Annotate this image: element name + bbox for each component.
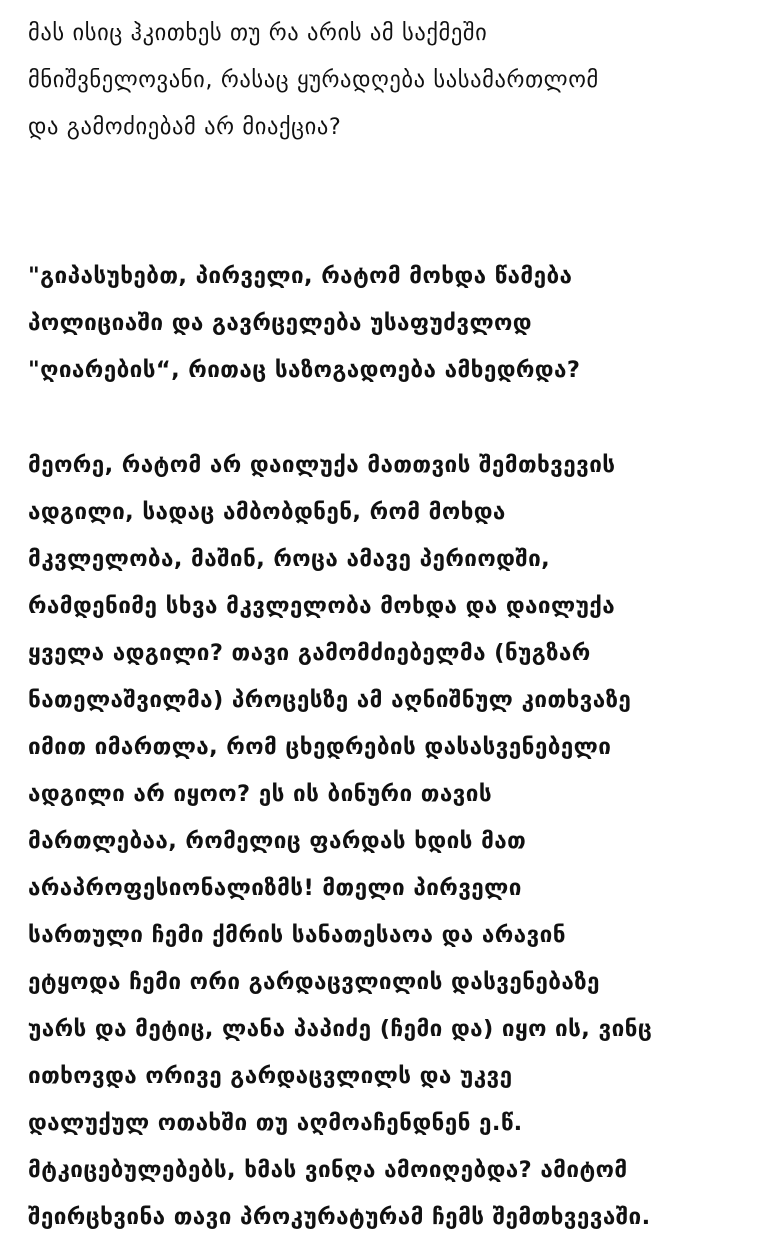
answer-paragraph-second xyxy=(28,442,748,1241)
text-line: "ღიარების“, რითაც საზოგადოება ამხედრდა? xyxy=(28,357,581,383)
text-line: და გამოძიებამ არ მიაქცია? xyxy=(28,114,342,140)
text-line: ეტყოდა ჩემი ორი გარდაცვლილის დასვენებაზე xyxy=(28,969,600,995)
text-line: პოლიციაში და გავრცელება უსაფუძვლოდ xyxy=(28,310,532,336)
text-line: რამდენიმე სხვა მკვლელობა მოხდა და დაილუქა xyxy=(28,593,616,619)
text-line: მტკიცებულებებს, ხმას ვინღა ამოიღებდა? ამიტომ xyxy=(28,1157,628,1183)
text-line: მკვლელობა, მაშინ, როცა ამავე პერიოდში, xyxy=(28,546,551,572)
text-line: სართული ჩემი ქმრის სანათესაოა და არავინ xyxy=(28,922,566,948)
paragraph-spacer xyxy=(28,151,748,253)
text-line: შეირცხვინა თავი პროკურატურამ ჩემს შემთხვევაში. xyxy=(28,1204,651,1230)
text-line: დალუქულ ოთახში თუ აღმოაჩენდნენ ე.წ. xyxy=(28,1110,523,1136)
text-line: ადგილი არ იყოო? ეს ის ბინური თავის xyxy=(28,781,493,807)
text-line: არაპროფესიონალიზმს! მთელი პირველი xyxy=(28,875,522,901)
text-line: ნათელაშვილმა) პროცესზე ამ აღნიშნულ კითხვაზე xyxy=(28,687,632,713)
text-line: ყველა ადგილი? თავი გამომძიებელმა (ნუგზარ xyxy=(28,640,591,666)
text-line: მას ისიც ჰკითხეს თუ რა არის ამ საქმეში xyxy=(28,20,488,46)
text-line: "გიპასუხებთ, პირველი, რატომ მოხდა წამება xyxy=(28,263,573,289)
paragraph-spacer xyxy=(28,394,748,442)
answer-paragraph-first xyxy=(28,253,748,394)
text-line: უარს და მეტიც, ლანა პაპიძე (ჩემი და) იყო ის, ვინც xyxy=(28,1016,653,1042)
text-line: მნიშვნელოვანი, რასაც ყურადღება სასამართლომ xyxy=(28,67,599,93)
text-line: ადგილი, სადაც ამბობდნენ, რომ მოხდა xyxy=(28,499,506,525)
text-line: ითხოვდა ორივე გარდაცვლილს და უკვე xyxy=(28,1063,513,1089)
article-body xyxy=(28,10,748,1241)
text-line: მეორე, რატომ არ დაილუქა მათთვის შემთხვევის xyxy=(28,452,616,478)
intro-paragraph xyxy=(28,10,748,151)
text-line: მართლებაა, რომელიც ფარდას ხდის მათ xyxy=(28,828,527,854)
text-line: იმით იმართლა, რომ ცხედრების დასასვენებელი xyxy=(28,734,612,760)
